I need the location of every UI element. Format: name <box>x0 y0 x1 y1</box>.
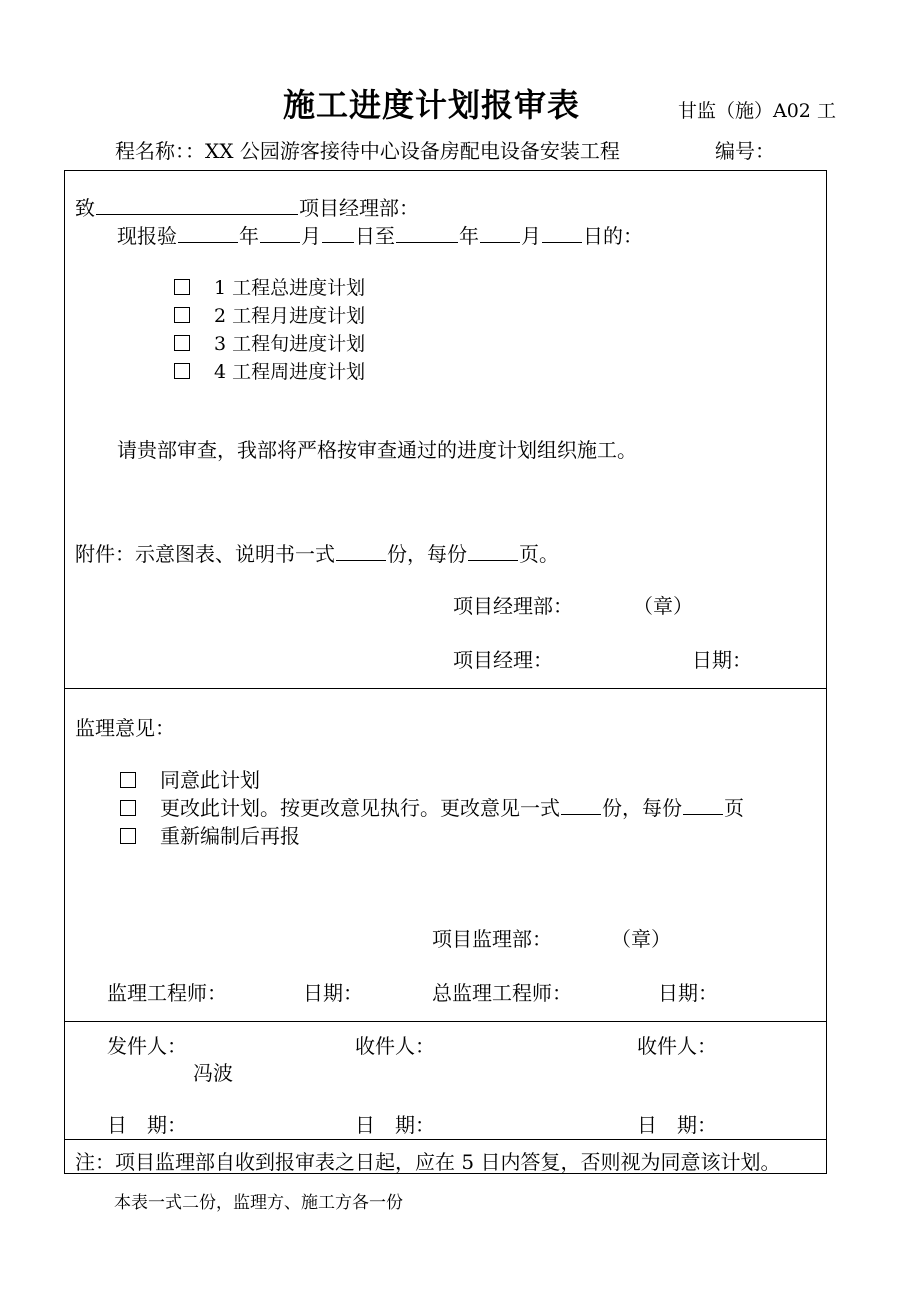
day-of-label: 日的： <box>583 224 643 248</box>
option-label: 更改此计划。按更改意见执行。更改意见一式 <box>160 796 560 820</box>
year-label: 年 <box>239 224 259 248</box>
end-month-blank[interactable] <box>480 222 520 243</box>
checkbox[interactable] <box>120 772 136 788</box>
attach-pages-blank[interactable] <box>468 540 518 561</box>
pm-seal-label: （章） <box>633 594 693 618</box>
to-line <box>75 192 419 221</box>
recipient-blank[interactable] <box>96 194 298 215</box>
change-copies-blank[interactable] <box>561 794 601 815</box>
option-label: 重新编制后再报 <box>160 824 300 848</box>
response-note: 注：项目监理部自收到报审表之日起，应在 5 日内答复，否则视为同意该计划。 <box>75 1150 781 1174</box>
checkbox[interactable] <box>174 335 190 351</box>
receiver-1-label: 收件人： <box>355 1034 435 1058</box>
sender-name: 冯波 <box>193 1061 233 1085</box>
engineer-label: 监理工程师： <box>107 981 227 1005</box>
supervision-dept-label: 项目监理部： <box>432 927 552 951</box>
to-suffix: 项目经理部： <box>299 196 419 220</box>
day-to-label: 日至 <box>355 224 395 248</box>
receiver-1-date-label: 日 期： <box>355 1113 435 1137</box>
project-name-row <box>115 135 620 164</box>
pm-dept-label: 项目经理部： <box>453 594 573 618</box>
to-prefix: 致 <box>75 196 95 220</box>
plan-label: 2 工程月进度计划 <box>214 305 366 327</box>
section-divider-1 <box>64 688 827 689</box>
plan-option-3[interactable] <box>174 329 365 356</box>
period-line <box>117 220 643 249</box>
start-day-blank[interactable] <box>322 222 354 243</box>
chief-engineer-label: 总监理工程师： <box>432 981 572 1005</box>
checkbox[interactable] <box>174 279 190 295</box>
period-prefix: 现报验 <box>117 224 177 248</box>
option-mid: 份，每份 <box>602 796 682 820</box>
project-name-label: 程名称：： <box>115 139 205 163</box>
attach-prefix: 附件：示意图表、说明书一式 <box>75 542 335 566</box>
attach-mid: 份，每份 <box>387 542 467 566</box>
sender-date-label: 日 期： <box>107 1113 187 1137</box>
project-name: XX 公园游客接待中心设备房配电设备安装工程 <box>205 139 620 163</box>
form-code: 甘监（施）A02 工 <box>678 100 836 122</box>
section-divider-3 <box>64 1139 827 1140</box>
footer-note: 本表一式二份，监理方、施工方各一份 <box>114 1193 403 1213</box>
attach-suffix: 页。 <box>519 542 559 566</box>
opinion-option-2[interactable] <box>120 792 744 821</box>
end-year-blank[interactable] <box>396 222 458 243</box>
pm-date-label: 日期： <box>692 648 752 672</box>
opinion-label: 监理意见： <box>75 716 175 740</box>
chief-date-label: 日期： <box>658 981 718 1005</box>
section-divider-2 <box>64 1021 827 1022</box>
receiver-2-date-label: 日 期： <box>637 1113 717 1137</box>
pm-label: 项目经理： <box>453 648 553 672</box>
checkbox[interactable] <box>120 800 136 816</box>
supervision-seal-label: （章） <box>611 927 671 951</box>
request-text: 请贵部审查，我部将严格按审查通过的进度计划组织施工。 <box>117 438 637 462</box>
checkbox[interactable] <box>120 828 136 844</box>
engineer-date-label: 日期： <box>303 981 363 1005</box>
plan-option-4[interactable] <box>174 357 365 384</box>
month-label: 月 <box>301 224 321 248</box>
checkbox[interactable] <box>174 307 190 323</box>
end-day-blank[interactable] <box>542 222 582 243</box>
checkbox[interactable] <box>174 363 190 379</box>
sender-label: 发件人： <box>107 1034 187 1058</box>
plan-label: 4 工程周进度计划 <box>214 361 366 383</box>
option-label: 同意此计划 <box>160 768 260 792</box>
receiver-2-label: 收件人： <box>637 1034 717 1058</box>
attachment-line <box>75 538 559 567</box>
opinion-option-3[interactable] <box>120 820 300 849</box>
option-suffix: 页 <box>724 796 744 820</box>
form-title: 施工进度计划报审表 <box>283 86 581 124</box>
plan-option-2[interactable] <box>174 301 365 328</box>
attach-copies-blank[interactable] <box>336 540 386 561</box>
opinion-option-1[interactable] <box>120 764 260 793</box>
change-pages-blank[interactable] <box>683 794 723 815</box>
year-label-2: 年 <box>459 224 479 248</box>
start-month-blank[interactable] <box>260 222 300 243</box>
start-year-blank[interactable] <box>178 222 238 243</box>
plan-label: 3 工程旬进度计划 <box>214 333 366 355</box>
plan-option-1[interactable] <box>174 273 365 300</box>
plan-label: 1 工程总进度计划 <box>214 277 366 299</box>
number-label: 编号： <box>715 139 775 163</box>
month-label-2: 月 <box>521 224 541 248</box>
